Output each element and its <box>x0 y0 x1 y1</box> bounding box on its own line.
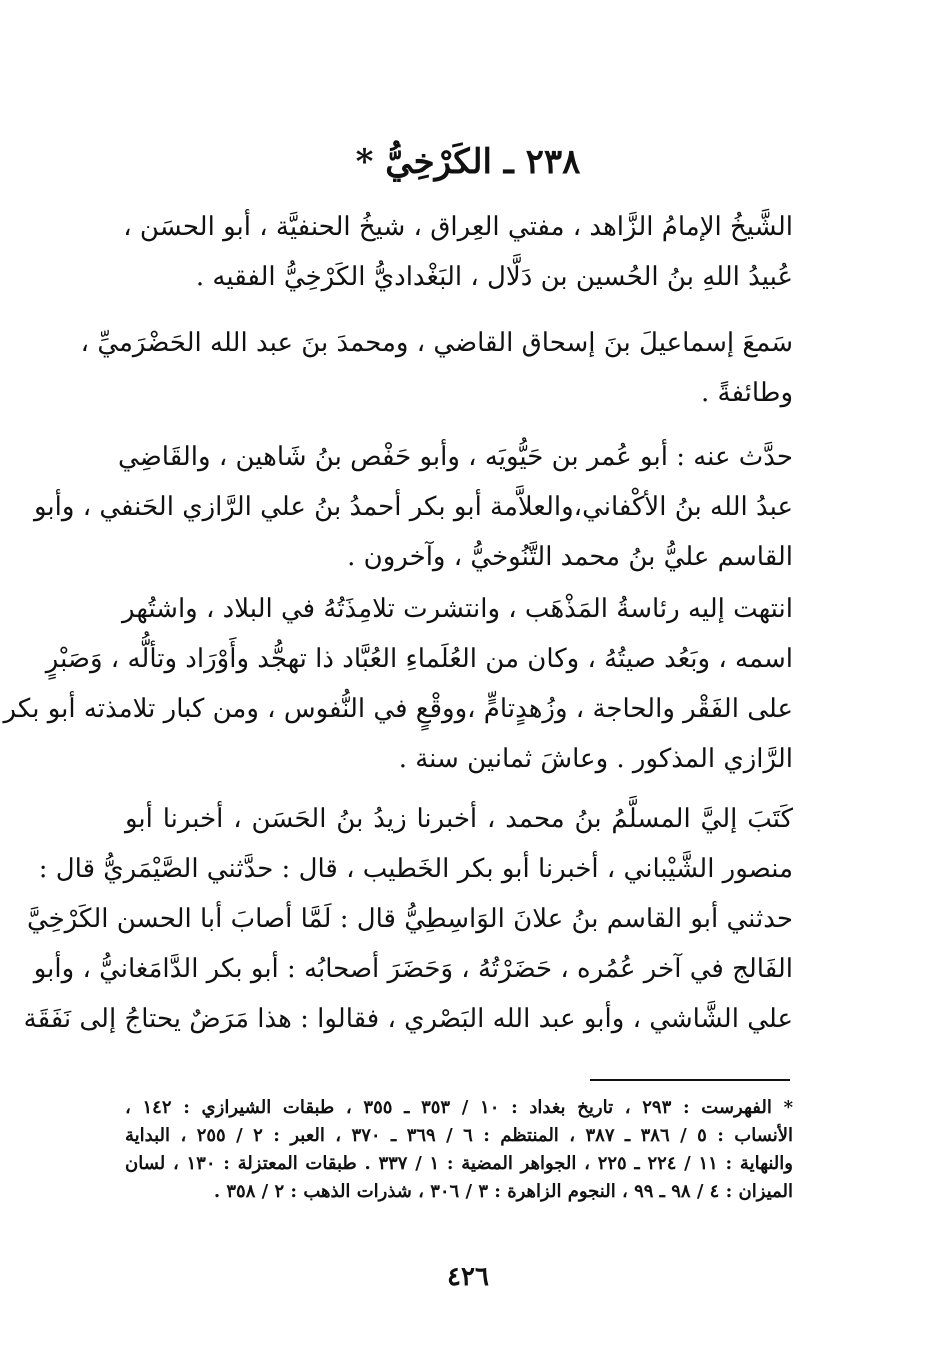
text-line: حدثني أبو القاسم بنُ علانَ الوَاسِطِيُّ قال : لَمَّا أصابَ أبا الحسن الكَرْخِيَّ <box>26 904 793 934</box>
text-line: سَمعَ إسماعيلَ بنَ إسحاق القاضي ، ومحمدَ بنَ عبد الله الحَضْرَميِّ ، <box>80 328 793 358</box>
text-line: كَتَبَ إليَّ المسلَّمُ بنُ محمد ، أخبرنا زيدُ بنُ الحَسَن ، أخبرنا أبو <box>125 804 793 834</box>
text-line: الرَّازي المذكور . وعاشَ ثمانين سنة . <box>398 744 793 774</box>
text-line: الفَالج في آخر عُمُره ، حَضَرْتُهُ ، وَحَضَرَ أصحابُه : أبو بكر الدَّامَغانيُّ ، وأبو <box>33 954 793 984</box>
text-line: علي الشَّاشي ، وأبو عبد الله البَصْري ، فقالوا : هذا مَرَضٌ يحتاجُ إلى نَفَقَة <box>23 1004 793 1034</box>
page-number: ٤٢٦ <box>447 1262 489 1292</box>
text-line: وطائفةً . <box>700 378 793 408</box>
text-line: عُبيدُ اللهِ بنُ الحُسين بن دَلَّال ، البَغْداديُّ الكَرْخِيُّ الفقيه . <box>195 262 793 292</box>
footnote-line: الميزان : ٤ / ٩٨ ـ ٩٩ ، النجوم الزاهرة : ٣ / ٣٠٦ ، شذرات الذهب : ٢ / ٣٥٨ . <box>213 1181 793 1202</box>
text-line: على الفَقْر والحاجة ، وزُهدٍتامٍّ ،ووقْعٍ في النُّفوس ، ومن كبار تلامذته أبو بكر <box>3 694 793 724</box>
footnote <box>125 1094 793 1206</box>
paragraph-3 <box>33 432 793 582</box>
text-line: اسمه ، وبَعُد صيتُهُ ، وكان من العُلَماءِ العُبَّاد ذا تهجُّد وأَوْرَاد وتألُّه ، وَصَبْرٍ <box>45 644 793 674</box>
text-line: الشَّيخُ الإمامُ الزَّاهد ، مفتي العِراق ، شيخُ الحنفيَّة ، أبو الحسَن ، <box>123 212 793 242</box>
footnote-line: والنهاية : ١١ / ٢٢٤ ـ ٢٢٥ ، الجواهر المضية : ١ / ٣٣٧ . طبقات المعتزلة : ١٣٠ ، لسان <box>125 1153 793 1174</box>
footnote-line: * الفهرست : ٢٩٣ ، تاريخ بغداد : ١٠ / ٣٥٣ ـ ٣٥٥ ، طبقات الشيرازي : ١٤٢ ، <box>125 1097 793 1118</box>
text-line: حدَّث عنه : أبو عُمر بن حَيُّويَه ، وأبو حَفْص بنُ شَاهين ، والقَاضِي <box>118 442 793 472</box>
paragraph-5 <box>23 794 793 1044</box>
text-line: منصور الشَّيْباني ، أخبرنا أبو بكر الخَطيب ، قال : حدَّثني الصَّيْمَريُّ قال : <box>38 854 793 884</box>
paragraph-4 <box>3 584 793 784</box>
footnote-divider <box>590 1079 790 1081</box>
paragraph-2 <box>80 318 793 418</box>
text-line: انتهت إليه رئاسةُ المَذْهَب ، وانتشرت تلامِذَتُهُ في البلاد ، واشتُهر <box>122 594 793 624</box>
footnote-line: الأنساب : ٥ / ٣٨٦ ـ ٣٨٧ ، المنتظم : ٦ / ٣٦٩ ـ ٣٧٠ ، العبر : ٢ / ٢٥٥ ، البداية <box>125 1125 794 1146</box>
text-line: القاسم عليُّ بنُ محمد التَّنُوخيُّ ، وآخرون . <box>347 542 793 572</box>
entry-title: ٢٣٨ ـ الكَرْخِيُّ * <box>355 142 581 182</box>
text-line: عبدُ الله بنُ الأكْفاني،والعلاَّمة أبو بكر أحمدُ بنُ علي الرَّازي الحَنفي ، وأبو <box>33 492 793 522</box>
paragraph-1 <box>125 202 793 302</box>
